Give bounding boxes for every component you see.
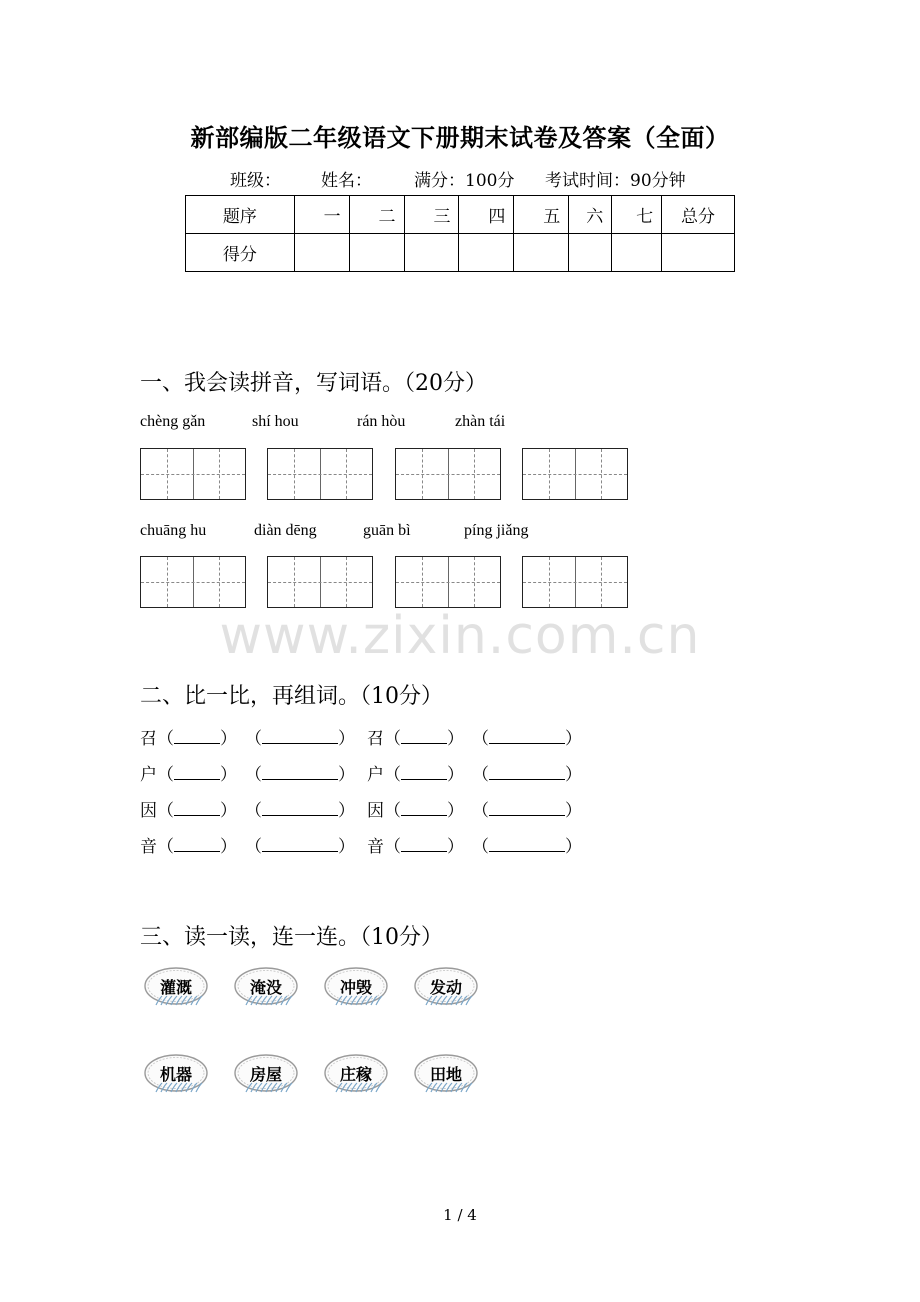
header-cell: 四: [459, 196, 514, 234]
score-table-header-row: [186, 196, 735, 234]
answer-blank[interactable]: [489, 765, 565, 780]
close-paren: ）: [565, 837, 582, 857]
open-paren: （: [157, 765, 174, 785]
answer-blank[interactable]: [401, 837, 447, 852]
pinyin-label: shí hou: [252, 413, 299, 430]
writing-grid[interactable]: [267, 448, 373, 500]
score-cell[interactable]: [459, 234, 514, 272]
open-paren: （: [157, 837, 174, 857]
close-paren: ）: [220, 801, 237, 821]
close-paren: ）: [565, 801, 582, 821]
open-paren: （: [384, 765, 401, 785]
close-paren: ）: [338, 729, 355, 749]
page-title: 新部编版二年级语文下册期末试卷及答案（全面）: [190, 123, 730, 152]
compare-item: [367, 796, 582, 821]
open-paren: （: [472, 837, 489, 857]
close-paren: ）: [220, 729, 237, 749]
answer-blank[interactable]: [489, 729, 565, 744]
writing-grid[interactable]: [522, 448, 628, 500]
score-cell[interactable]: [612, 234, 662, 272]
answer-blank[interactable]: [174, 801, 220, 816]
word-badge[interactable]: 淹没: [232, 965, 300, 1007]
close-paren: ）: [338, 765, 355, 785]
score-cell[interactable]: [662, 234, 735, 272]
name-label: 姓名：: [321, 171, 372, 191]
compare-char: 户: [367, 765, 384, 785]
answer-blank[interactable]: [262, 837, 338, 852]
pinyin-label: zhàn tái: [455, 413, 506, 430]
answer-blank[interactable]: [262, 729, 338, 744]
compare-char: 因: [140, 801, 157, 821]
header-cell: 总分: [662, 196, 735, 234]
word-badge[interactable]: 机器: [142, 1052, 210, 1094]
header-cell: 五: [514, 196, 569, 234]
close-paren: ）: [447, 801, 464, 821]
answer-blank[interactable]: [174, 765, 220, 780]
answer-blank[interactable]: [401, 729, 447, 744]
close-paren: ）: [338, 801, 355, 821]
writing-grid[interactable]: [140, 448, 246, 500]
score-table-score-row: [186, 234, 735, 272]
compare-item: [140, 796, 355, 821]
close-paren: ）: [220, 765, 237, 785]
answer-blank[interactable]: [262, 765, 338, 780]
compare-char: 户: [140, 765, 157, 785]
compare-char: 因: [367, 801, 384, 821]
answer-blank[interactable]: [174, 729, 220, 744]
pinyin-label: píng jiǎng: [464, 522, 529, 539]
writing-grid[interactable]: [522, 556, 628, 608]
section1-heading: 一、我会读拼音，写词语。（20分）: [140, 371, 487, 396]
writing-grid[interactable]: [140, 556, 246, 608]
compare-item: [367, 832, 582, 857]
header-cell: 题序: [186, 196, 295, 234]
open-paren: （: [245, 765, 262, 785]
pinyin-label: rán hòu: [357, 413, 406, 430]
compare-char: 召: [140, 729, 157, 749]
compare-char: 音: [140, 837, 157, 857]
answer-blank[interactable]: [489, 801, 565, 816]
pinyin-label: chuāng hu: [140, 522, 207, 539]
open-paren: （: [157, 801, 174, 821]
compare-item: [367, 760, 582, 785]
compare-item: [140, 724, 355, 749]
open-paren: （: [157, 729, 174, 749]
writing-grid[interactable]: [267, 556, 373, 608]
open-paren: （: [245, 729, 262, 749]
writing-grid[interactable]: [395, 448, 501, 500]
score-cell[interactable]: [514, 234, 569, 272]
header-cell: 一: [294, 196, 349, 234]
page-number: 1 / 4: [443, 1206, 477, 1224]
pinyin-label: diàn dēng: [254, 522, 317, 539]
answer-blank[interactable]: [401, 765, 447, 780]
writing-grid[interactable]: [395, 556, 501, 608]
close-paren: ）: [220, 837, 237, 857]
compare-char: 音: [367, 837, 384, 857]
open-paren: （: [472, 801, 489, 821]
answer-blank[interactable]: [174, 837, 220, 852]
header-cell: 三: [404, 196, 459, 234]
class-label: 班级：: [230, 171, 281, 191]
open-paren: （: [245, 801, 262, 821]
open-paren: （: [384, 801, 401, 821]
score-cell[interactable]: [569, 234, 612, 272]
score-cell[interactable]: [404, 234, 459, 272]
open-paren: （: [384, 729, 401, 749]
word-badge[interactable]: 庄稼: [322, 1052, 390, 1094]
full-score: 满分：100分: [414, 171, 515, 191]
answer-blank[interactable]: [489, 837, 565, 852]
close-paren: ）: [565, 729, 582, 749]
word-badge[interactable]: 发动: [412, 965, 480, 1007]
open-paren: （: [245, 837, 262, 857]
compare-item: [140, 760, 355, 785]
word-badge[interactable]: 田地: [412, 1052, 480, 1094]
word-badge[interactable]: 灌溉: [142, 965, 210, 1007]
header-cell: 六: [569, 196, 612, 234]
score-cell[interactable]: [294, 234, 349, 272]
close-paren: ）: [447, 837, 464, 857]
compare-item: [367, 724, 582, 749]
section3-heading: 三、读一读，连一连。（10分）: [140, 925, 443, 950]
compare-item: [140, 832, 355, 857]
word-badge[interactable]: 房屋: [232, 1052, 300, 1094]
open-paren: （: [384, 837, 401, 857]
score-cell[interactable]: [349, 234, 404, 272]
score-table: [185, 195, 735, 272]
pinyin-label: chèng gǎn: [140, 413, 206, 430]
answer-blank[interactable]: [401, 801, 447, 816]
compare-char: 召: [367, 729, 384, 749]
close-paren: ）: [447, 765, 464, 785]
open-paren: （: [472, 729, 489, 749]
header-cell: 二: [349, 196, 404, 234]
header-cell: 七: [612, 196, 662, 234]
close-paren: ）: [447, 729, 464, 749]
watermark: www.zixin.com.cn: [219, 606, 701, 666]
word-badge[interactable]: 冲毁: [322, 965, 390, 1007]
close-paren: ）: [338, 837, 355, 857]
exam-time: 考试时间：90分钟: [545, 171, 686, 191]
section2-heading: 二、比一比，再组词。（10分）: [140, 684, 443, 709]
close-paren: ）: [565, 765, 582, 785]
row-label: 得分: [186, 234, 295, 272]
open-paren: （: [472, 765, 489, 785]
pinyin-label: guān bì: [363, 522, 411, 539]
answer-blank[interactable]: [262, 801, 338, 816]
